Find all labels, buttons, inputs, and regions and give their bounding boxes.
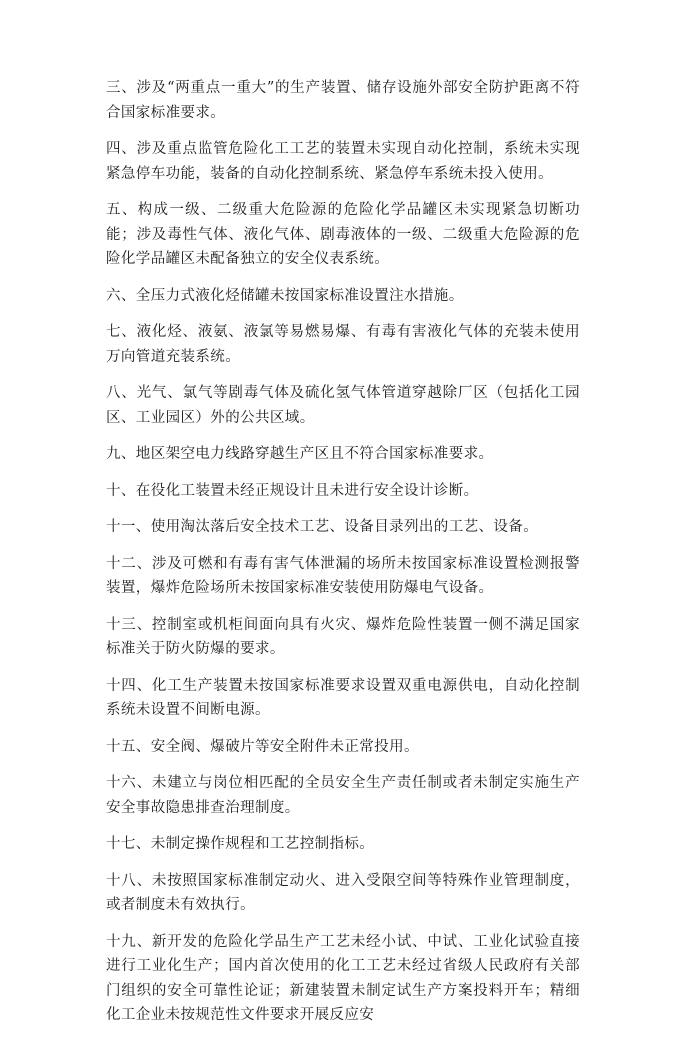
document-body — [106, 76, 580, 1040]
paragraph-item-10: 十、在役化工装置未经正规设计且未进行安全设计诊断。 — [106, 482, 479, 499]
paragraph-item-8: 八、光气、氯气等剧毒气体及硫化氢气体管道穿越除厂区（包括化工园区、工业园区）外的公共区域。 — [106, 385, 580, 426]
paragraph-item-11: 十一、使用淘汰落后安全技术工艺、设备目录列出的工艺、设备。 — [106, 519, 539, 535]
paragraph-item-17: 十七、未制定操作规程和工艺控制指标。 — [106, 836, 375, 852]
paragraph-item-6: 六、全压力式液化烃储罐未按国家标准设置注水措施。 — [106, 287, 464, 304]
paragraph-item-18: 十八、未按照国家标准制定动火、进入受限空间等特殊作业管理制度，或者制度未有效执行。 — [106, 872, 580, 913]
paragraph-item-5: 五、构成一级、二级重大危险源的危险化学品罐区未实现紧急切断功能；涉及毒性气体、液化气体、剧毒液体的一级、二级重大危险源的危险化学品罐区未配备独立的安全仪表系统。 — [106, 202, 580, 267]
paragraph-item-7: 七、液化烃、液氨、液氯等易燃易爆、有毒有害液化气体的充装未使用万向管道充装系统。 — [106, 324, 580, 365]
paragraph-item-16: 十六、未建立与岗位相匹配的全员安全生产责任制或者未制定实施生产安全事故隐患排查治理制度。 — [106, 775, 580, 816]
paragraph-item-15: 十五、安全阀、爆破片等安全附件未正常投用。 — [106, 738, 419, 755]
paragraph-item-14: 十四、化工生产装置未按国家标准要求设置双重电源供电，自动化控制系统未设置不间断电源。 — [106, 677, 580, 718]
paragraph-item-19: 十九、新开发的危险化学品生产工艺未经小试、中试、工业化试验直接进行工业化生产；国内首次使用的化工工艺未经过省级人民政府有关部门组织的安全可靠性论证；新建装置未制定试生产方案投料开车；精细化工企业未按规范性文件要求开展反应安 — [106, 933, 580, 1023]
paragraph-item-3: 三、涉及“两重点一重大”的生产装置、储存设施外部安全防护距离不符合国家标准要求。 — [106, 80, 580, 121]
paragraph-item-9: 九、地区架空电力线路穿越生产区且不符合国家标准要求。 — [106, 446, 494, 462]
paragraph-item-12: 十二、涉及可燃和有毒有害气体泄漏的场所未按国家标准设置检测报警装置，爆炸危险场所未按国家标准安装使用防爆电气设备。 — [106, 555, 580, 596]
paragraph-item-13: 十三、控制室或机柜间面向具有火灾、爆炸危险性装置一侧不满足国家标准关于防火防爆的要求。 — [106, 616, 580, 657]
paragraph-item-4: 四、涉及重点监管危险化工工艺的装置未实现自动化控制，系统未实现紧急停车功能，装备的自动化控制系统、紧急停车系统未投入使用。 — [106, 141, 580, 182]
